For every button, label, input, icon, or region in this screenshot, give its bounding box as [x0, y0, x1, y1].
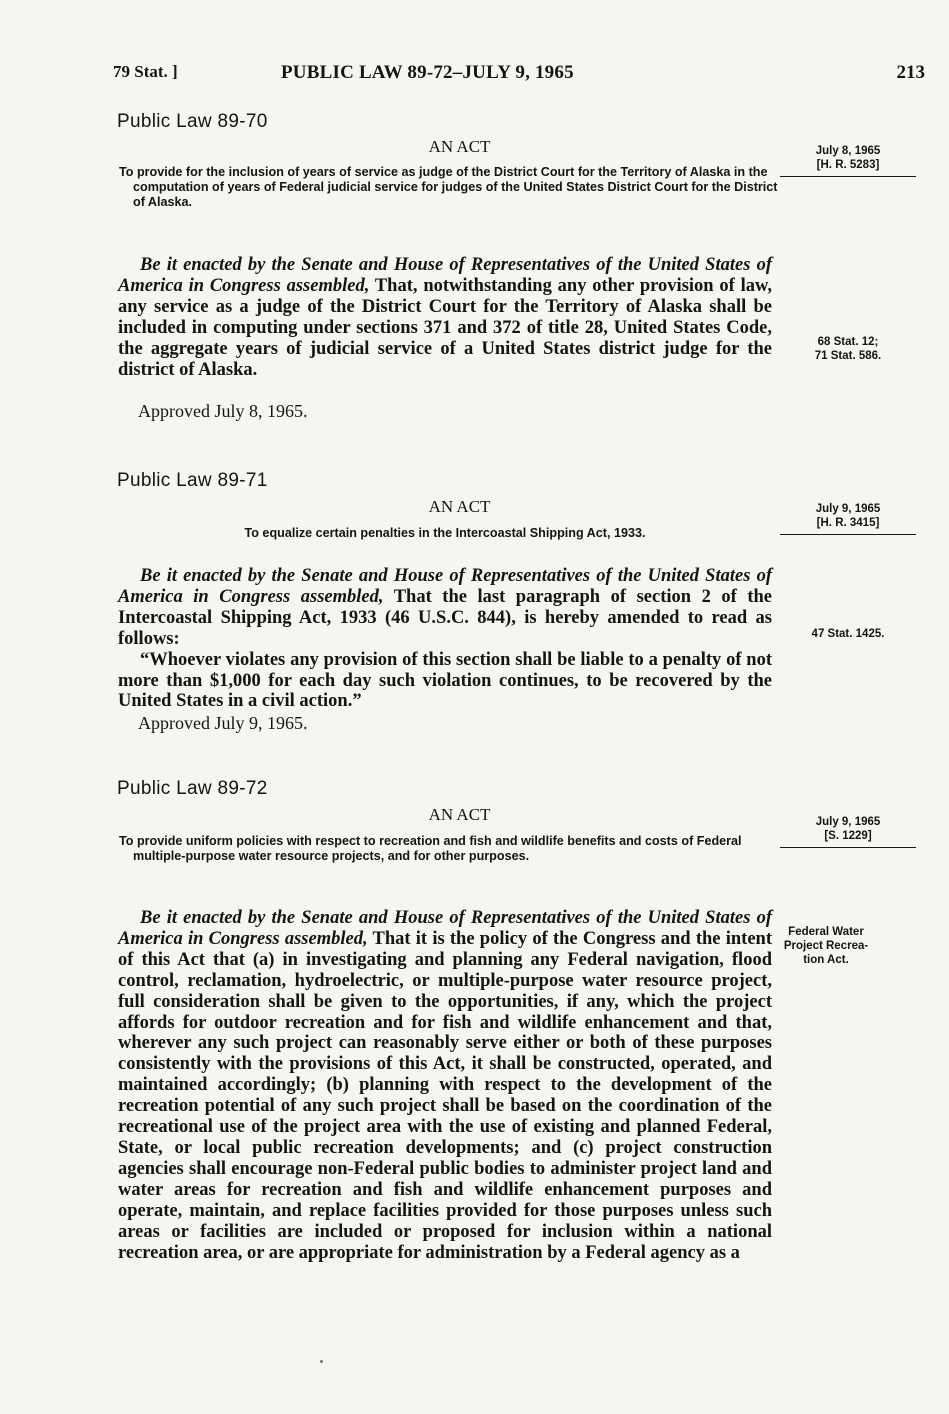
bill-number: [H. R. 5283] [816, 159, 880, 171]
print-speck [320, 1360, 323, 1363]
body-text: That, notwithstanding any other provision of law, any service as a judge of the District Court for the Territory of Alaska shall be included in computing under sections 371 and 372 of title 28, United States Code, the aggregate years of judicial service of a United States district judge for the district of Alaska. [118, 275, 772, 380]
an-act-text: AN ACT [428, 137, 491, 156]
citation-note-89-70 [780, 335, 916, 363]
enacting-clause: Be it enacted by the Senate and House of Representatives of the United States of America in Congress assembled, [118, 908, 772, 949]
act-title-89-71: To equalize certain penalties in the Intercoastal Shipping Act, 1933. [244, 526, 646, 540]
bill-number: [H. R. 3415] [816, 517, 880, 529]
volume-reference: 79 Stat. ] [113, 62, 178, 81]
date-note-line: July 9, 1965 [815, 503, 881, 515]
running-title: PUBLIC LAW 89-72–JULY 9, 1965 [281, 62, 574, 83]
date-note-89-70 [780, 144, 916, 177]
enacting-clause: Be it enacted by the Senate and House of Representatives of the United States of America in Congress assembled, [118, 566, 772, 607]
an-act-text: AN ACT [428, 497, 491, 516]
citation-line: tion Act. [803, 954, 849, 966]
page-header [113, 62, 925, 92]
citation-note-89-72 [776, 925, 876, 967]
body-text: That the last paragraph of section 2 of the Intercoastal Shipping Act, 1933 (46 U.S.C. 844), is hereby amended to read as follows: [118, 586, 772, 649]
act-body-89-71 [118, 566, 772, 712]
citation-line: Federal Water [788, 926, 864, 938]
date-note-line: July 8, 1965 [815, 145, 881, 157]
an-act-text: AN ACT [428, 805, 491, 824]
law-label-89-72: Public Law 89-72 [117, 778, 268, 799]
act-title-89-72: To provide uniform policies with respect to recreation and fish and wildlife benefits and costs of Federal multiple-purpose water resource projects, and for other purposes. [119, 834, 742, 863]
citation-line: 71 Stat. 586. [814, 350, 882, 362]
act-title-89-70: To provide for the inclusion of years of service as judge of the District Court for the Territory of Alaska in the computation of years of Federal judicial service for judges of the United States District Court for the District of Alaska. [119, 165, 778, 209]
citation-line: 68 Stat. 12; [817, 336, 879, 348]
date-note-89-71 [780, 502, 916, 535]
law-label-89-71: Public Law 89-71 [117, 470, 268, 491]
act-body-89-70 [118, 255, 772, 380]
approved-89-71: Approved July 9, 1965. [138, 713, 308, 733]
date-note-89-72 [780, 815, 916, 848]
enacting-clause: Be it enacted by the Senate and House of Representatives of the United States of America in Congress assembled, [118, 255, 772, 296]
citation-note-89-71 [780, 627, 916, 641]
citation-line: Project Recrea- [783, 940, 869, 952]
act-body-89-72 [118, 908, 772, 1263]
quoted-amendment: “Whoever violates any provision of this section shall be liable to a penalty of not more than $1,000 for each day such violation continues, to be recovered by the United States in a civil action.” [118, 649, 772, 712]
date-note-line: July 9, 1965 [815, 816, 881, 828]
page-number: 213 [896, 62, 925, 83]
approved-89-70: Approved July 8, 1965. [138, 401, 308, 421]
body-text: That it is the policy of the Congress and the intent of this Act that (a) in investigating and planning any Federal navigation, flood control, reclamation, hydroelectric, or multiple-purpose water resource project, full consideration shall be given to the opportunities, if any, which the project affords for outdoor recreation and for fish and wildlife enhancement and that, wherever any such project can reasonably serve either or both of these purposes consistently with the provisions of this Act, it shall be constructed, operated, and maintained accordingly; (b) planning with respect to the development of the recreation potential of any such project shall be based on the coordination of the recreational use of the project area with the use of existing and planned Federal, State, or local public recreation developments; and (c) project construction agencies shall encourage non-Federal public bodies to administer project land and water areas for recreation and fish and wildlife enhancement purposes and operate, maintain, and replace facilities provided for those purposes unless such areas or facilities are included or proposed for inclusion within a national recreation area, or are appropriate for administration by a Federal agency as a [118, 928, 772, 1263]
bill-number: [S. 1229] [824, 830, 872, 842]
law-label-89-70: Public Law 89-70 [117, 111, 268, 132]
citation-line: 47 Stat. 1425. [811, 628, 885, 640]
